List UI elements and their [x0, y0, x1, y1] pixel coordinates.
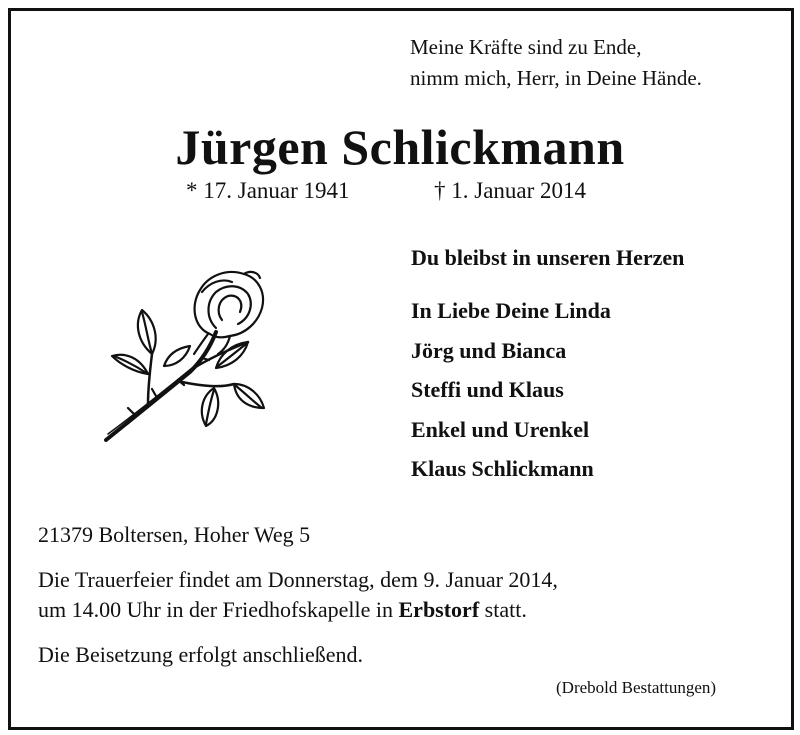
motto-verse [410, 32, 702, 94]
mourner-entry: Jörg und Bianca [411, 337, 567, 363]
mourner-entry: Klaus Schlickmann [411, 456, 594, 481]
undertaker-credit: (Drebold Bestattungen) [556, 678, 717, 697]
deceased-name: Jürgen Schlickmann [175, 119, 625, 175]
mourners-list [411, 291, 611, 489]
death-date: † 1. Januar 2014 [434, 178, 587, 203]
burial-notice: Die Beisetzung erfolgt anschließend. [38, 642, 364, 667]
rose-icon [98, 262, 276, 448]
motto-line-2: nimm mich, Herr, in Deine Hände. [410, 66, 702, 90]
service-suffix: statt. [479, 597, 527, 622]
birth-date: * 17. Januar 1941 [186, 178, 350, 203]
mourner-entry: In Liebe Deine Linda [411, 298, 611, 323]
mourner-entry: Steffi und Klaus [411, 377, 564, 402]
mourner-entry: Enkel und Urenkel [411, 416, 590, 442]
service-line-2 [38, 595, 558, 625]
service-time-text: um 14.00 Uhr in der Friedhofskapelle in [38, 597, 399, 622]
dedication: Du bleibst in unseren Herzen [411, 245, 685, 270]
service-place: Erbstorf [398, 597, 480, 622]
address: 21379 Boltersen, Hoher Weg 5 [38, 522, 311, 547]
service-line-1: Die Trauerfeier findet am Donnerstag, dem 9. Januar 2014, [38, 567, 558, 592]
motto-line-1: Meine Kräfte sind zu Ende, [410, 35, 642, 59]
funeral-service-notice [38, 565, 558, 625]
